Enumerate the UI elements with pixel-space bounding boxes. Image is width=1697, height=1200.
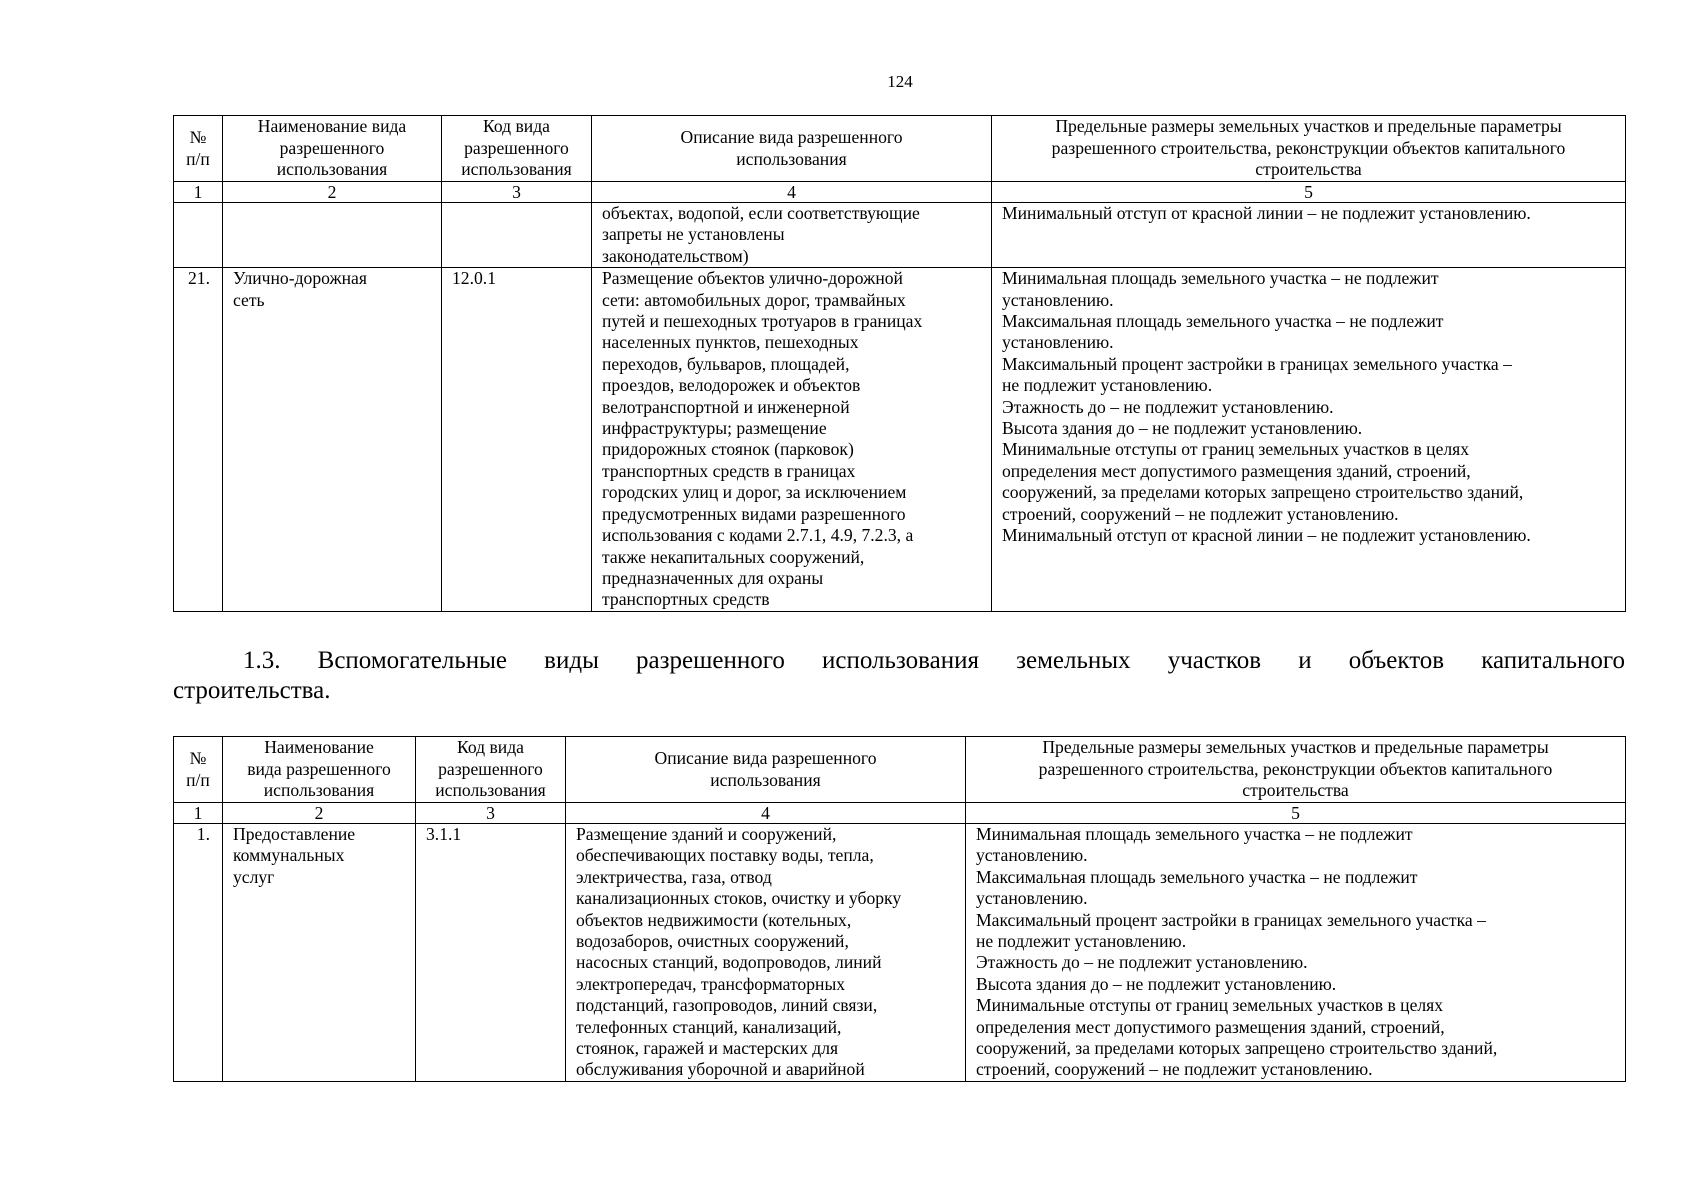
section-heading <box>173 646 1625 706</box>
column-number: 3 <box>416 803 566 824</box>
page-number: 124 <box>887 72 913 91</box>
header-use-description: Описание вида разрешенного использования <box>592 116 992 182</box>
row-number: 1. <box>174 824 223 1082</box>
row-use-code <box>442 203 592 268</box>
row-use-name <box>223 203 442 268</box>
table-row <box>174 203 1626 268</box>
column-number: 2 <box>223 803 416 824</box>
table-row <box>174 268 1626 612</box>
section-heading-line2: строительства. <box>173 677 331 704</box>
row-use-name: Предоставление коммунальных услуг <box>223 824 416 1082</box>
column-number: 2 <box>223 182 442 203</box>
row-number <box>174 203 223 268</box>
column-number-row <box>174 803 1626 824</box>
table-header-row <box>174 737 1626 803</box>
header-number: № п/п <box>174 737 223 803</box>
column-number: 5 <box>992 182 1626 203</box>
row-use-code: 12.0.1 <box>442 268 592 612</box>
row-number: 21. <box>174 268 223 612</box>
row-limit-parameters: Минимальный отступ от красной линии – не подлежит установлению. <box>992 203 1626 268</box>
header-use-description: Описание вида разрешенного использования <box>566 737 966 803</box>
table-row <box>174 824 1626 1082</box>
table-header-row <box>174 116 1626 182</box>
row-use-description: объектах, водопой, если соответствующие запреты не установлены законодательством) <box>592 203 992 268</box>
row-use-description: Размещение объектов улично-дорожной сети: автомобильных дорог, трамвайных путей и пешеходных тротуаров в границах населенных пунктов, пешеходных переходов, бульваров, площадей, проездов, велодорожек и объектов велотранспортной и инженерной инфраструктуры; размещение придорожных стоянок (парковок) транспортных средств в границах городских улиц и дорог, за исключением предусмотренных видами разрешенного использования с кодами 2.7.1, 4.9, 7.2.3, а также некапитальных сооружений, предназначенных для охраны транспортных средств <box>592 268 992 612</box>
row-limit-parameters: Минимальная площадь земельного участка – не подлежит установлению. Максимальная площадь земельного участка – не подлежит установлению. Максимальный процент застройки в границах земельного участка – не подлежит установлению. Этажность до – не подлежит установлению. Высота здания до – не подлежит установлению. Минимальные отступы от границ земельных участков в целях определения мест допустимого размещения зданий, строений, сооружений, за пределами которых запрещено строительство зданий, строений, сооружений – не подлежит установлению. Минимальный отступ от красной линии – не подлежит установлению. <box>992 268 1626 612</box>
row-use-name: Улично-дорожная сеть <box>223 268 442 612</box>
header-number: № п/п <box>174 116 223 182</box>
header-use-name: Наименование вида разрешенного использования <box>223 116 442 182</box>
header-limit-parameters: Предельные размеры земельных участков и предельные параметры разрешенного строительства, реконструкции объектов капитального строительства <box>966 737 1626 803</box>
auxiliary-use-table <box>173 736 1626 1082</box>
column-number: 1 <box>174 803 223 824</box>
row-limit-parameters: Минимальная площадь земельного участка – не подлежит установлению. Максимальная площадь земельного участка – не подлежит установлению. Максимальный процент застройки в границах земельного участка – не подлежит установлению. Этажность до – не подлежит установлению. Высота здания до – не подлежит установлению. Минимальные отступы от границ земельных участков в целях определения мест допустимого размещения зданий, строений, сооружений, за пределами которых запрещено строительство зданий, строений, сооружений – не подлежит установлению. <box>966 824 1626 1082</box>
column-number: 4 <box>566 803 966 824</box>
header-limit-parameters: Предельные размеры земельных участков и предельные параметры разрешенного строительства, реконструкции объектов капитального строительства <box>992 116 1626 182</box>
column-number: 3 <box>442 182 592 203</box>
column-number: 5 <box>966 803 1626 824</box>
row-use-description: Размещение зданий и сооружений, обеспечивающих поставку воды, тепла, электричества, газа, отвод канализационных стоков, очистку и уборку объектов недвижимости (котельных, водозаборов, очистных сооружений, насосных станций, водопроводов, линий электропередач, трансформаторных подстанций, газопроводов, линий связи, телефонных станций, канализаций, стоянок, гаражей и мастерских для обслуживания уборочной и аварийной <box>566 824 966 1082</box>
row-use-code: 3.1.1 <box>416 824 566 1082</box>
column-number: 1 <box>174 182 223 203</box>
header-use-code: Код вида разрешенного использования <box>442 116 592 182</box>
header-use-code: Код вида разрешенного использования <box>416 737 566 803</box>
permitted-use-table-main <box>173 115 1626 612</box>
column-number: 4 <box>592 182 992 203</box>
header-use-name: Наименование вида разрешенного использования <box>223 737 416 803</box>
section-heading-line1: 1.3. Вспомогательные виды разрешенного использования земельных участков и объектов капитального <box>243 647 1625 674</box>
column-number-row <box>174 182 1626 203</box>
